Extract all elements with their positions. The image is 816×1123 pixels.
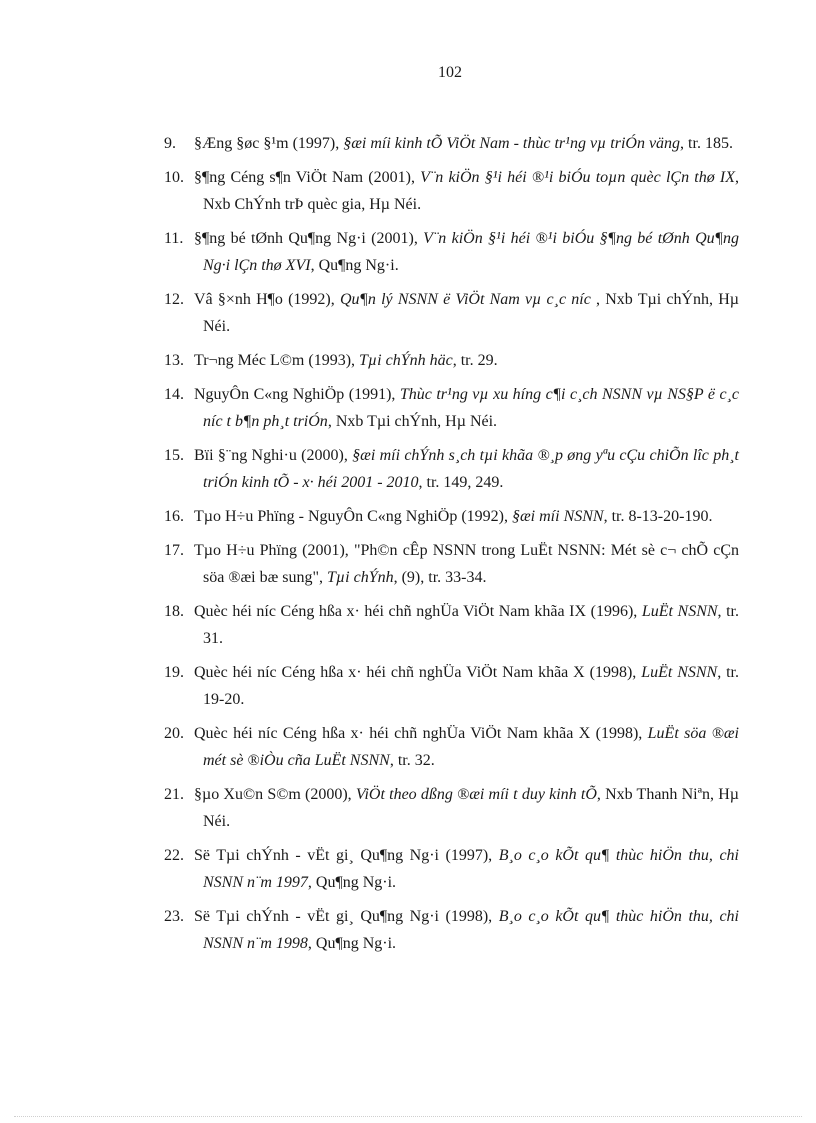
reference-author: Bïi §¨ng Nghi·u (2000), <box>194 447 353 464</box>
reference-item <box>134 225 739 279</box>
reference-details: , Nxb Tµi chÝnh, Hµ Néi. <box>327 413 498 430</box>
reference-author: Së Tµi chÝnh - vËt gi¸ Qu¶ng Ng·i (1997), <box>194 847 499 864</box>
reference-item <box>134 130 739 157</box>
reference-title: Thùc tr¹ng vµ xu híng c¶i c¸ch NSNN vµ NS§P ë c¸c níc t b¶n ph¸t triÓn <box>203 386 739 430</box>
page-number: 102 <box>438 64 462 81</box>
reference-details: , tr. 19-20. <box>203 664 740 708</box>
reference-item <box>134 781 739 835</box>
reference-title: §æi míi kinh tÕ ViÖt Nam - thùc tr¹ng vµ triÓn väng <box>343 135 681 152</box>
reference-item <box>134 381 739 435</box>
reference-item <box>134 164 739 218</box>
reference-title: B¸o c¸o kÕt qu¶ thùc hiÖn thu, chi NSNN n¨m 1998 <box>203 908 739 952</box>
reference-item <box>134 659 739 713</box>
reference-number: 19. <box>164 664 184 681</box>
reference-author: §¶ng bé tØnh Qu¶ng Ng·i (2001), <box>194 230 424 247</box>
reference-details: , tr. 8-13-20-190. <box>603 508 713 525</box>
reference-number: 18. <box>164 603 184 620</box>
reference-title: LuËt NSNN <box>641 603 718 620</box>
reference-details: , tr. 149, 249. <box>418 474 504 491</box>
reference-item <box>134 347 739 374</box>
reference-author: Tr¬ng Méc L©m (1993), <box>194 352 360 369</box>
reference-item <box>134 537 739 591</box>
reference-details: , Nxb ChÝnh trÞ quèc gia, Hµ Néi. <box>203 169 739 213</box>
reference-details: , tr. 185. <box>680 135 733 152</box>
reference-number: 11. <box>164 230 184 247</box>
reference-details: , tr. 29. <box>452 352 498 369</box>
reference-title: Tµi chÝnh <box>327 569 394 586</box>
reference-title: V¨n kiÖn §¹i héi ®¹i biÓu toµn quèc lÇn thø IX <box>420 169 735 186</box>
reference-number: 9. <box>164 135 176 152</box>
reference-number: 12. <box>164 291 184 308</box>
reference-details: , Qu¶ng Ng·i. <box>310 257 399 274</box>
reference-number: 20. <box>164 725 184 742</box>
reference-author: Quèc héi níc Céng hßa x· héi chñ nghÜa ViÖt Nam khãa X (1998), <box>194 725 648 742</box>
reference-details: , tr. 31. <box>203 603 740 647</box>
reference-number: 23. <box>164 908 184 925</box>
reference-author: Quèc héi níc Céng hßa x· héi chñ nghÜa ViÖt Nam khãa X (1998), <box>194 664 642 681</box>
reference-details: , Nxb Tµi chÝnh, Hµ Néi. <box>203 291 739 335</box>
reference-number: 10. <box>164 169 184 186</box>
reference-author: Vâ §×nh H¶o (1992), <box>194 291 340 308</box>
reference-number: 21. <box>164 786 184 803</box>
reference-title: §æi míi chÝnh s¸ch tµi khãa ®¸p øng yªu cÇu chiÕn lîc ph¸t triÓn kinh tÕ - x· héi 2001 - 2010 <box>203 447 739 491</box>
reference-details: , Qu¶ng Ng·i. <box>307 874 397 891</box>
reference-title: B¸o c¸o kÕt qu¶ thùc hiÖn thu, chi NSNN n¨m 1997 <box>203 847 739 891</box>
reference-item <box>134 842 739 896</box>
reference-title: ViÖt theo dßng ®æi míi t duy kinh tÕ <box>355 786 597 803</box>
reference-author: Së Tµi chÝnh - vËt gi¸ Qu¶ng Ng·i (1998), <box>194 908 499 925</box>
reference-number: 14. <box>164 386 184 403</box>
page-bottom-rule <box>14 1116 802 1117</box>
reference-item <box>134 286 739 340</box>
reference-number: 17. <box>164 542 184 559</box>
reference-title: Tµi chÝnh häc <box>359 352 453 369</box>
reference-item <box>134 903 739 957</box>
reference-author: Tµo H÷u Phïng - NguyÔn C«ng NghiÖp (1992), <box>194 508 512 525</box>
reference-details: , tr. 32. <box>389 752 435 769</box>
reference-title: LuËt söa ®æi mét sè ®iÒu cña LuËt NSNN <box>203 725 739 769</box>
reference-number: 13. <box>164 352 184 369</box>
reference-author: Quèc héi níc Céng hßa x· héi chñ nghÜa ViÖt Nam khãa IX (1996), <box>194 603 642 620</box>
reference-item <box>134 442 739 496</box>
reference-author: §µo Xu©n S©m (2000), <box>194 786 356 803</box>
reference-title: V¨n kiÖn §¹i héi ®¹i biÓu §¶ng bé tØnh Qu¶ng Ng·i lÇn thø XVI <box>203 230 740 274</box>
reference-author: §Æng §øc §¹m (1997), <box>194 135 344 152</box>
reference-item <box>134 720 739 774</box>
reference-number: 15. <box>164 447 184 464</box>
reference-details: , Nxb Thanh Niªn, Hµ Néi. <box>203 786 739 830</box>
reference-author: NguyÔn C«ng NghiÖp (1991), <box>194 386 400 403</box>
reference-title: §æi míi NSNN <box>512 508 604 525</box>
reference-author: Tµo H÷u Phïng (2001), "Ph©n cÊp NSNN trong LuËt NSNN: Mét sè c¬ chÕ cÇn söa ®æi bæ sung", <box>194 542 739 586</box>
reference-details: , (9), tr. 33-34. <box>393 569 487 586</box>
reference-title: Qu¶n lý NSNN ë ViÖt Nam vµ c¸c níc <box>339 291 591 308</box>
reference-list <box>134 130 739 964</box>
reference-details: , Qu¶ng Ng·i. <box>307 935 397 952</box>
reference-item <box>134 503 739 530</box>
reference-number: 16. <box>164 508 184 525</box>
reference-item <box>134 598 739 652</box>
reference-author: §¶ng Céng s¶n ViÖt Nam (2001), <box>194 169 421 186</box>
reference-number: 22. <box>164 847 184 864</box>
reference-title: LuËt NSNN <box>641 664 718 681</box>
